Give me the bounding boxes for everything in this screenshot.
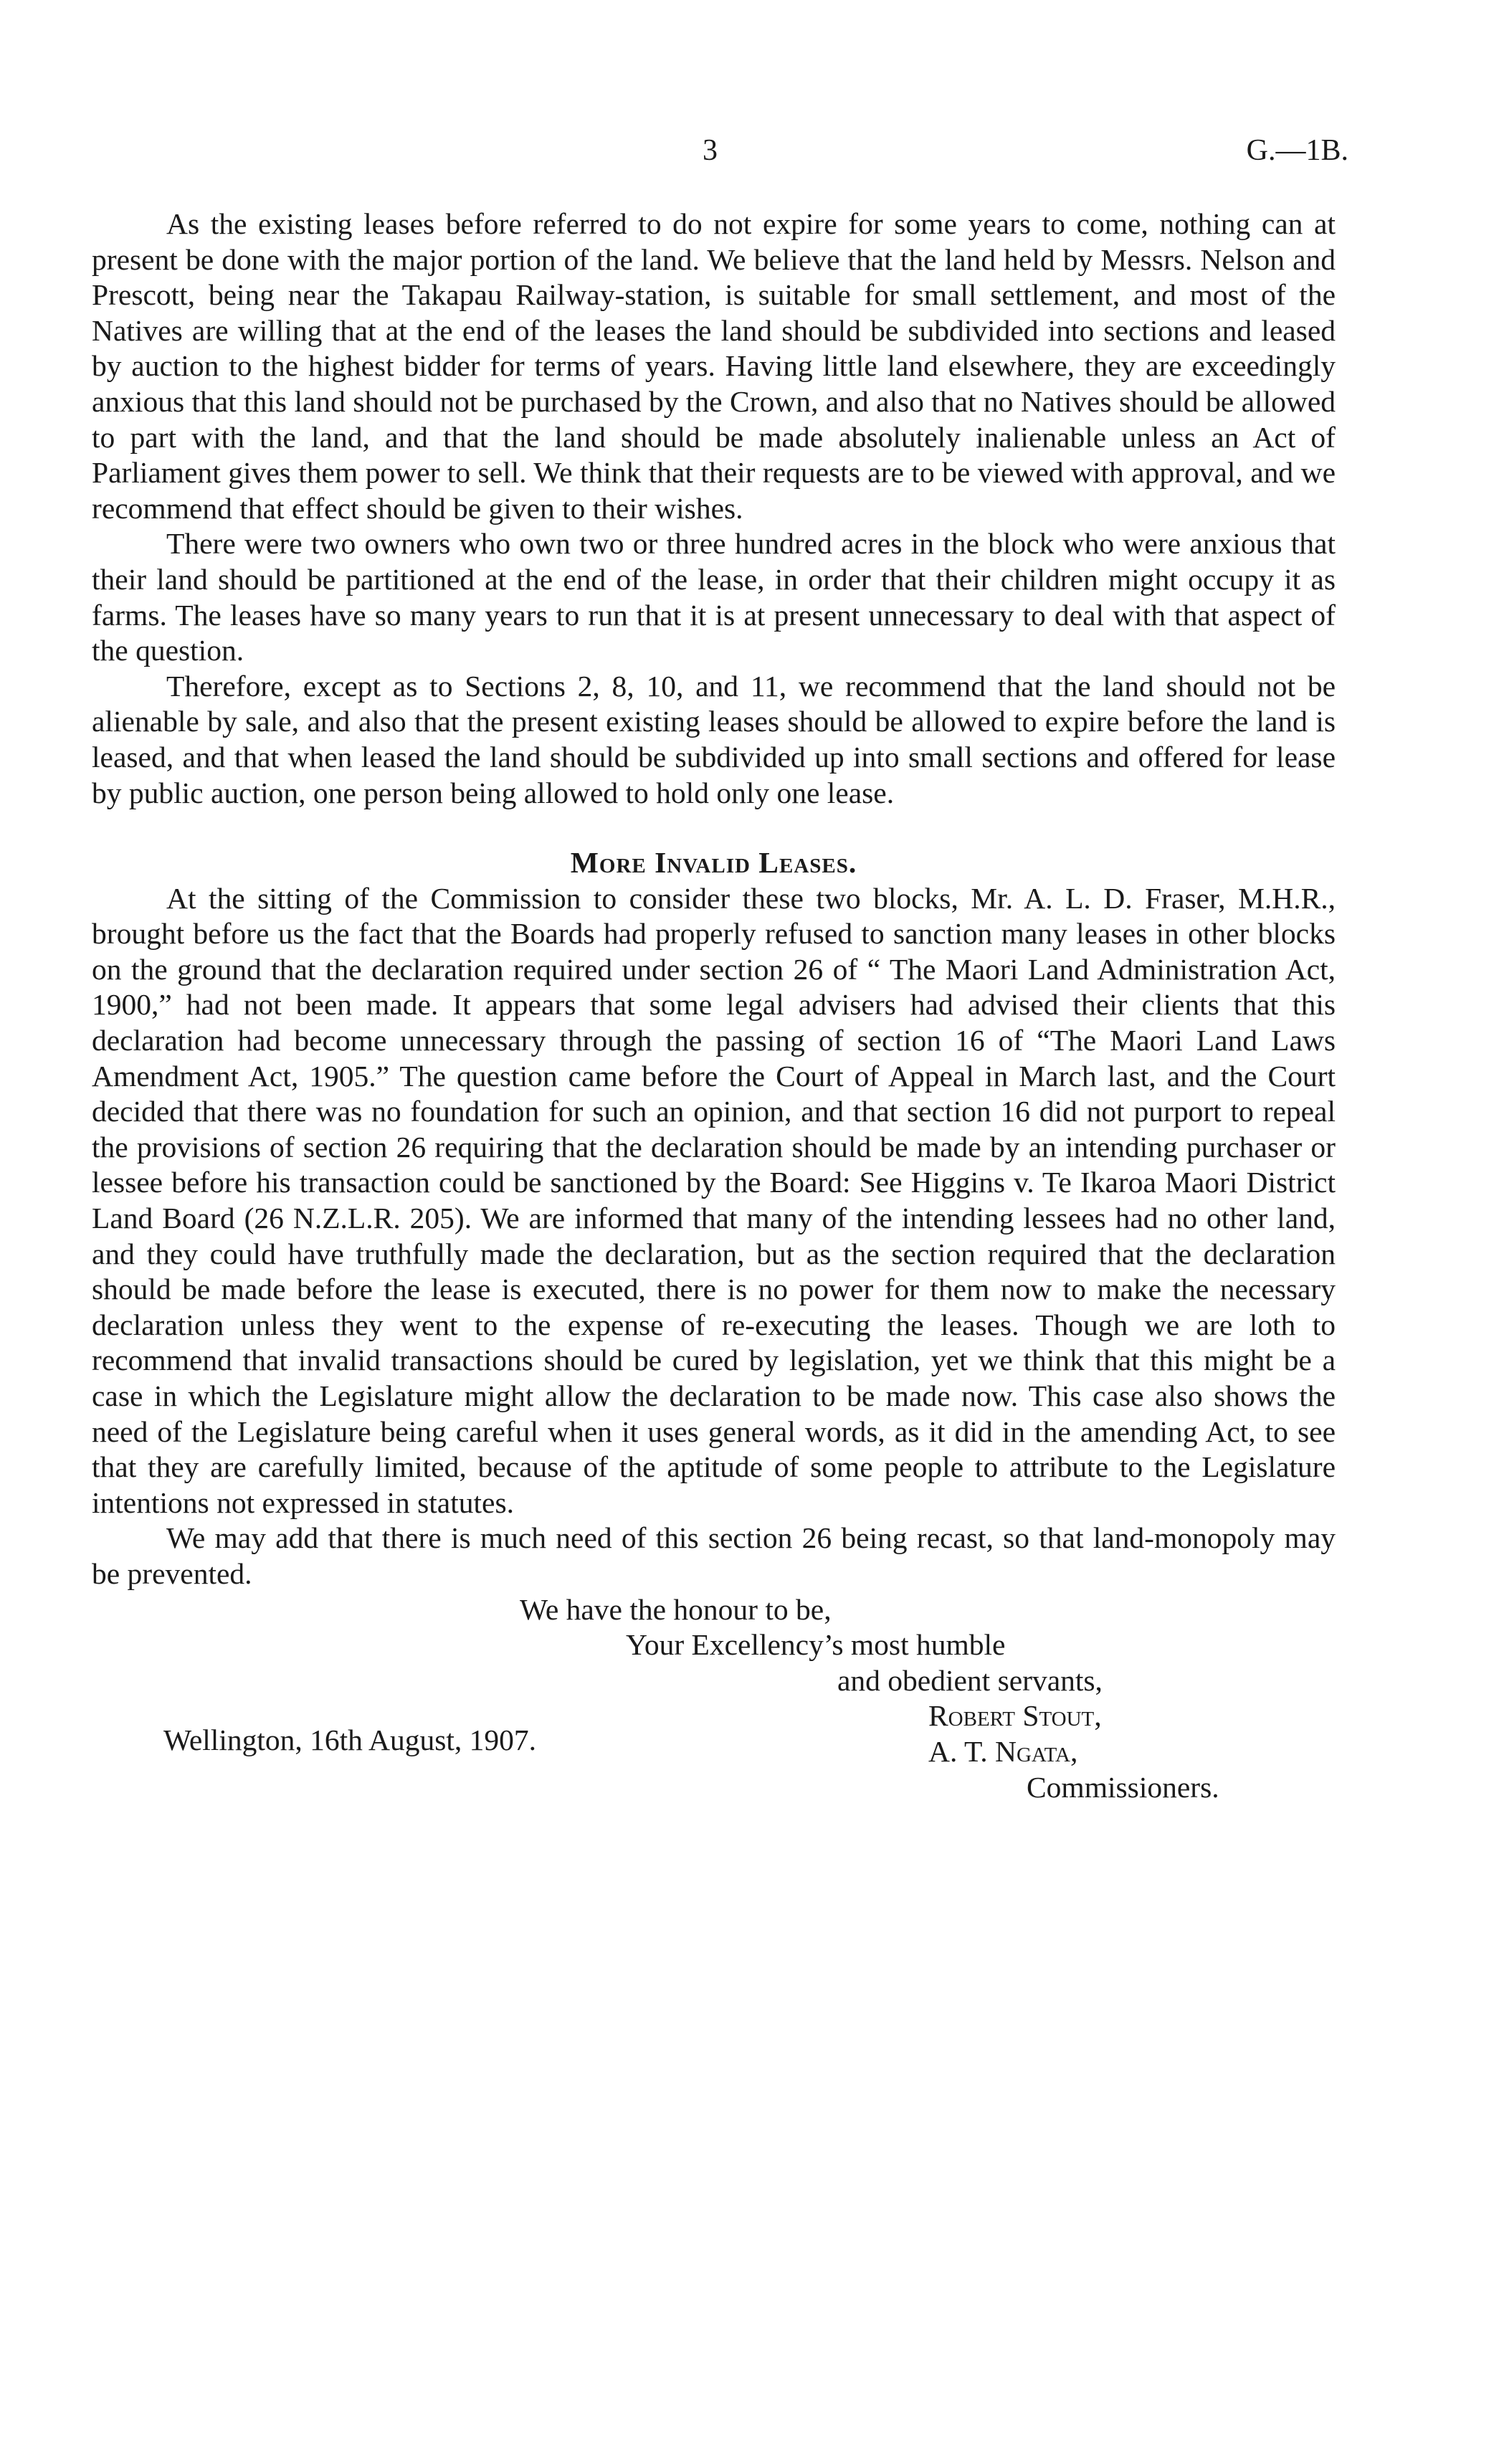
closing-line: and obedient servants, xyxy=(837,1663,1103,1697)
signatory-role: Commissioners. xyxy=(1027,1770,1219,1804)
signatory-name: A. T. Ngata, xyxy=(928,1734,1078,1768)
document-reference: G.—1B. xyxy=(1246,134,1348,167)
document-body xyxy=(92,206,1336,1805)
section-heading: More Invalid Leases. xyxy=(570,846,857,880)
paragraph: As the existing leases before referred to do not expire for some years to come, nothing can at present be done with the major portion of the land. We believe that the land held by Messrs. Nelson and Prescott, being near the Takapau Railway-station, is suitable for small settlement, and most of the Natives are willing that at the end of the leases the land should be subdivided into sections and leased by auction to the highest bidder for terms of years. Having little land elsewhere, they are exceedingly anxious that this land should not be purchased by the Crown, and also that no Natives should be allowed to part with the land, and that the land should be made absolutely inalienable unless an Act of Parliament gives them power to sell. We think that their requests are to be viewed with approval, and we recommend that effect should be given to their wishes. xyxy=(92,207,1336,525)
place-date: Wellington, 16th August, 1907. xyxy=(163,1723,537,1756)
signatory-name: Robert Stout, xyxy=(928,1699,1102,1733)
paragraph: At the sitting of the Commission to consider these two blocks, Mr. A. L. D. Fraser, M.H.R., brought before us the fact that the Boards had properly refused to sanction many leases in other blocks on the ground that the declaration required under section 26 of “ The Maori Land Administration Act, 1900,” had not been made. It appears that some legal advisers had advised their clients that this declaration had become unnecessary through the passing of section 16 of “The Maori Land Laws Amendment Act, 1905.” The question came before the Court of Appeal in March last, and the Court decided that there was no foundation for such an opinion, and that section 16 did not purport to repeal the provisions of section 26 requiring that the declaration should be made by an intending purchaser or lessee before his transaction could be sanctioned by the Board: See Higgins v. Te Ikaroa Maori District Land Board (26 N.Z.L.R. 205). We are informed that many of the intending lessees had no other land, and they could have truthfully made the declaration, but as the section required that the declaration should be made before the lease is executed, there is no power for them now to make the necessary declaration unless they went to the expense of re-executing the leases. Though we are loth to recommend that invalid transactions should be cured by legislation, yet we think that this might be a case in which the Legislature might allow the declaration to be made now. This case also shows the need of the Legislature being careful when it uses general words, as it did in the amending Act, to see that they are carefully limited, because of the aptitude of some people to attribute to the Legislature intentions not expressed in statutes. xyxy=(92,881,1336,1519)
paragraph: There were two owners who own two or three hundred acres in the block who were anxious that their land should be partitioned at the end of the lease, in order that their children might occupy it as farms. The leases have so many years to run that it is at present unnecessary to deal with that aspect of the question. xyxy=(92,527,1336,667)
page-number: 3 xyxy=(703,134,718,167)
closing-line: We have the honour to be, xyxy=(520,1592,832,1626)
closing-line: Your Excellency’s most humble xyxy=(626,1628,1006,1662)
paragraph: We may add that there is much need of this section 26 being recast, so that land-monopoly may be prevented. xyxy=(92,1521,1336,1590)
paragraph: Therefore, except as to Sections 2, 8, 10, and 11, we recommend that the land should not be alienable by sale, and also that the present existing leases should be allowed to expire before the land is leased, and that when leased the land should be subdivided up into small sections and offered for lease by public auction, one person being allowed to hold only one lease. xyxy=(92,669,1336,809)
